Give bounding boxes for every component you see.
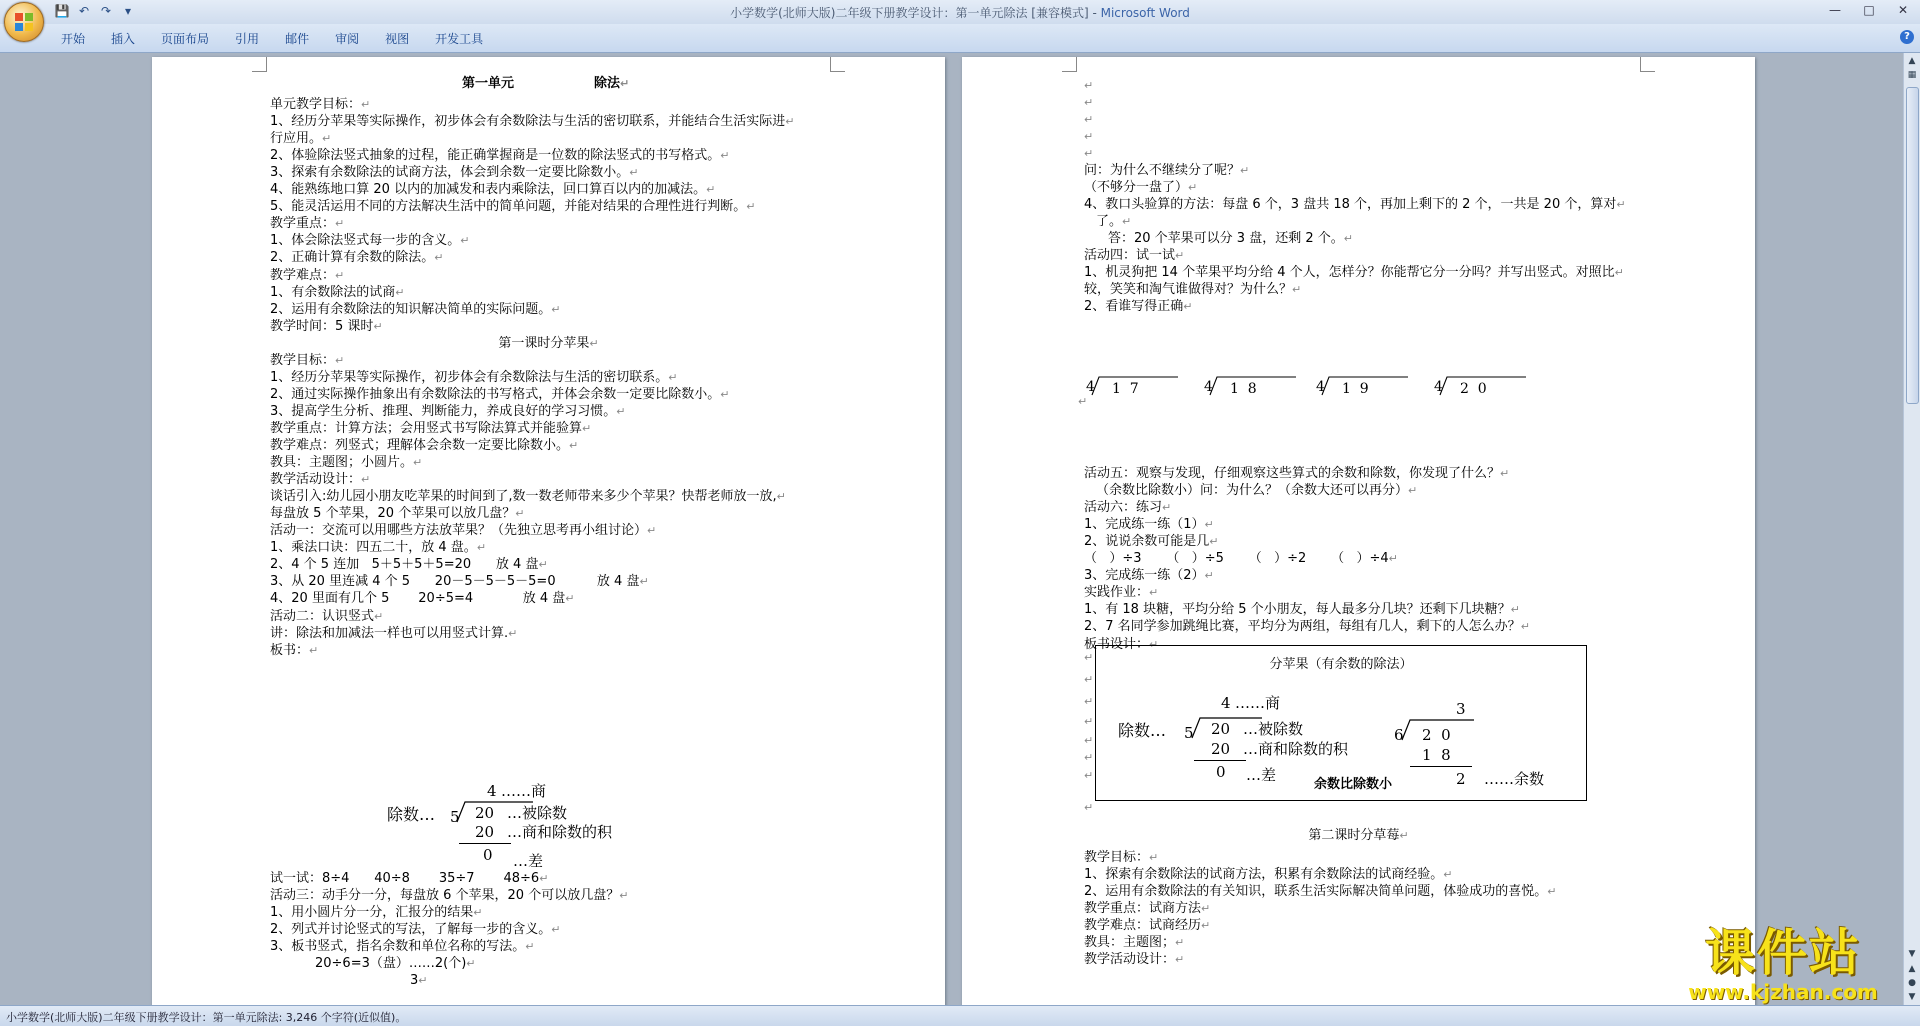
redo-icon[interactable]: ↷ bbox=[100, 4, 112, 18]
text-line: 问：为什么不继续分了呢？↵ bbox=[1084, 163, 1250, 178]
paragraph-mark-icon: ↵ bbox=[1084, 147, 1094, 160]
window-controls bbox=[1818, 0, 1920, 20]
paragraph-mark-icon: ↵ bbox=[1149, 851, 1159, 864]
text-line: 教具：主题图；↵ bbox=[1084, 935, 1185, 951]
text-line: 2、7 名同学参加跳绳比赛，平均分为两组，每组有几人，剩下的人怎么办？↵ bbox=[1084, 619, 1530, 635]
text-line: 谈话引入:幼儿园小朋友吃苹果的时间到了,数一数老师带来多少个苹果？快帮老师放一放,↵ bbox=[270, 489, 786, 505]
board-right-dividend: 2 0 bbox=[1422, 726, 1451, 744]
quiz-division-row bbox=[1078, 375, 1564, 408]
paragraph-mark-icon: ↵ bbox=[1084, 715, 1094, 728]
div-remainder: 0 bbox=[483, 846, 493, 864]
board-rule bbox=[1410, 766, 1472, 767]
paragraph-mark-icon: ↵ bbox=[569, 439, 579, 452]
paragraph-mark-icon: ↵ bbox=[1084, 651, 1094, 664]
title-bar bbox=[0, 0, 1920, 24]
board-right-quotient: 3 bbox=[1456, 700, 1466, 718]
div-product: 20 bbox=[475, 823, 495, 841]
kjzhan-watermark bbox=[1668, 925, 1898, 1005]
text-line: 教学时间：5 课时↵ bbox=[270, 318, 383, 334]
div-remainder-note: …差 bbox=[513, 852, 544, 870]
div-divisor-label: 除数… bbox=[387, 805, 436, 824]
quiz-division bbox=[1084, 375, 1184, 399]
paragraph-mark-icon: ↵ bbox=[1149, 586, 1159, 600]
text-line: 活动六：练习↵ bbox=[1084, 500, 1172, 516]
text-line: 2、正确计算有余数的除法。↵ bbox=[270, 250, 444, 266]
crop-mark bbox=[830, 57, 845, 72]
text-line: 5、能灵活运用不同的方法解决生活中的简单问题，并能对结果的合理性进行判断。↵ bbox=[270, 199, 756, 215]
paragraph-mark-icon: ↵ bbox=[1084, 751, 1094, 764]
paragraph-mark-icon: ↵ bbox=[538, 558, 548, 572]
paragraph-mark-icon: ↵ bbox=[1500, 467, 1510, 480]
paragraph-mark-icon: ↵ bbox=[1084, 673, 1094, 686]
text-line: 2、运用有余数除法的有关知识，联系生活实际解决简单问题，体验成功的喜悦。↵ bbox=[1084, 884, 1557, 900]
text-line: 板书：↵ bbox=[270, 642, 319, 658]
text-line: 1、有 18 块糖，平均分给 5 个小朋友，每人最多分几块？还剩下几块糖？↵ bbox=[1084, 602, 1520, 618]
paragraph-mark-icon: ↵ bbox=[1204, 569, 1214, 583]
lesson2-title: 第二课时分草莓↵ bbox=[1308, 828, 1409, 843]
board-quotient: 4 bbox=[1221, 694, 1231, 712]
paragraph-mark-icon: ↵ bbox=[776, 490, 786, 504]
paragraph-mark-icon: ↵ bbox=[1343, 232, 1353, 246]
prev-page-icon[interactable]: ▲ bbox=[1908, 964, 1916, 974]
text-line: 活动四：试一试↵ bbox=[1084, 248, 1185, 264]
board-right-divisor: 6 bbox=[1394, 726, 1404, 744]
board-quotient-note: ……商 bbox=[1235, 694, 1281, 712]
customize-icon[interactable]: ▾ bbox=[124, 4, 132, 18]
paragraph-mark-icon: ↵ bbox=[335, 217, 345, 231]
quiz-divisor: 4 bbox=[1316, 379, 1325, 395]
tab-insert[interactable]: 插入 bbox=[111, 32, 136, 46]
text-line: 3、板书竖式，指名余数和单位名称的写法。↵ bbox=[270, 939, 535, 955]
paragraph-mark-icon: ↵ bbox=[1188, 181, 1198, 195]
ribbon-tabs bbox=[48, 30, 496, 48]
paragraph-mark-icon: ↵ bbox=[619, 889, 629, 903]
text-line: 1、机灵狗把 14 个苹果平均分给 4 个人，怎样分？你能帮它分一分吗？并写出竖式。对照比↵ bbox=[1084, 265, 1624, 281]
quiz-divisor: 4 bbox=[1434, 379, 1443, 395]
paragraph-mark-icon: ↵ bbox=[1510, 603, 1520, 617]
paragraph-mark-icon: ↵ bbox=[1183, 300, 1193, 314]
text-line: 教学目标：↵ bbox=[270, 352, 345, 368]
paragraph-mark-icon: ↵ bbox=[1084, 695, 1094, 708]
vertical-scrollbar[interactable] bbox=[1903, 53, 1920, 1005]
text-line: 教学重点：试商方法↵ bbox=[1084, 901, 1211, 917]
office-button[interactable] bbox=[4, 2, 44, 42]
text-line: 活动三：动手分一分，每盘放 6 个苹果，20 个可以放几盘？↵ bbox=[270, 888, 629, 904]
paragraph-mark-icon: ↵ bbox=[466, 957, 476, 971]
tab-page-layout[interactable]: 页面布局 bbox=[161, 32, 210, 46]
watermark-url: www.kjzhan.com bbox=[1688, 980, 1878, 1004]
text-line: （余数比除数小）问：为什么？（余数大还可以再分）↵ bbox=[1096, 483, 1418, 499]
status-bar bbox=[0, 1005, 1920, 1026]
next-page-icon[interactable]: ▼ bbox=[1908, 992, 1916, 1002]
paragraph-mark-icon: ↵ bbox=[413, 456, 423, 470]
paragraph-mark-icon: ↵ bbox=[551, 302, 561, 316]
document-page-right[interactable] bbox=[962, 57, 1755, 1005]
browse-object-icon[interactable]: ● bbox=[1908, 978, 1916, 988]
text-line: 1、有余数除法的试商↵ bbox=[270, 284, 405, 300]
window-title: 小学数学(北师大版)二年级下册教学设计：第一单元除法 [兼容模式] - Microsoft Word bbox=[730, 6, 1190, 20]
paragraph-mark-icon: ↵ bbox=[1443, 868, 1453, 882]
paragraph-mark-icon: ↵ bbox=[668, 370, 678, 384]
paragraph-mark-icon: ↵ bbox=[647, 524, 657, 538]
text-line: 教学难点：试商经历↵ bbox=[1084, 918, 1211, 934]
text-line: 1、乘法口诀：四五二十，放 4 盘。↵ bbox=[270, 540, 487, 556]
div-divisor: 5 bbox=[450, 808, 460, 826]
paragraph-mark-icon: ↵ bbox=[322, 132, 332, 146]
paragraph-mark-icon: ↵ bbox=[1122, 215, 1132, 229]
text-line: 活动二：认识竖式↵ bbox=[270, 608, 384, 624]
text-line: 2、列式并讨论竖式的写法，了解每一步的含义。↵ bbox=[270, 922, 561, 938]
close-icon[interactable]: ✕ bbox=[1897, 3, 1909, 17]
crop-mark bbox=[252, 57, 267, 72]
text-line: 1、经历分苹果等实际操作，初步体会有余数除法与生活的密切联系，并能结合生活实际进↵ bbox=[270, 114, 795, 130]
paragraph-mark-icon: ↵ bbox=[746, 200, 756, 214]
board-dividend-note: …被除数 bbox=[1243, 720, 1304, 738]
paragraph-mark-icon: ↵ bbox=[335, 268, 345, 282]
crop-mark bbox=[1640, 57, 1655, 72]
text-line: 教学重点：计算方法；会用竖式书写除法算式并能验算↵ bbox=[270, 420, 592, 436]
paragraph-mark-icon: ↵ bbox=[565, 592, 575, 606]
text-line: 每盘放 5 个苹果，20 个苹果可以放几盘？↵ bbox=[270, 506, 525, 522]
text-line: 2、运用有余数除法的知识解决简单的实际问题。↵ bbox=[270, 301, 561, 317]
paragraph-mark-icon: ↵ bbox=[1084, 79, 1094, 92]
paragraph-mark-icon: ↵ bbox=[1614, 266, 1624, 280]
undo-icon[interactable]: ↶ bbox=[78, 4, 90, 18]
watermark-main: 课件站 bbox=[1705, 924, 1861, 982]
quiz-division bbox=[1202, 375, 1302, 399]
paragraph-mark-icon: ↵ bbox=[706, 183, 716, 197]
paragraph-mark-icon: ↵ bbox=[1408, 484, 1418, 498]
text-line: 1、经历分苹果等实际操作，初步体会有余数除法与生活的密切联系。↵ bbox=[270, 369, 678, 385]
div-quotient: 4 bbox=[487, 782, 497, 800]
text-line: 讲：除法和加减法一样也可以用竖式计算.↵ bbox=[270, 625, 518, 641]
quiz-dividend: 1 9 bbox=[1342, 381, 1369, 397]
paragraph-mark-icon: ↵ bbox=[539, 872, 549, 885]
document-title: 小学数学(北师大版)二年级下册教学设计：第一单元除法 [兼容模式] bbox=[730, 6, 1089, 20]
paragraph-mark-icon: ↵ bbox=[720, 149, 730, 163]
text-line: 教学活动设计：↵ bbox=[270, 472, 371, 488]
board-dividend: 20 bbox=[1211, 720, 1231, 738]
app-name: Microsoft Word bbox=[1100, 6, 1190, 20]
paragraph-mark-icon: ↵ bbox=[1520, 620, 1530, 634]
tab-review[interactable]: 审阅 bbox=[335, 32, 360, 46]
quiz-dividend: 1 7 bbox=[1112, 381, 1139, 397]
text-line: 教学难点：↵ bbox=[270, 267, 345, 283]
paragraph-mark-icon: ↵ bbox=[373, 319, 383, 333]
text-line: 活动一：交流可以用哪些方法放苹果？（先独立思考再小组讨论）↵ bbox=[270, 523, 657, 539]
text-line: 3、提高学生分析、推理、判断能力，养成良好的学习习惯。↵ bbox=[270, 403, 626, 419]
paragraph-mark-icon: ↵ bbox=[1175, 249, 1185, 263]
office-logo-icon bbox=[14, 12, 34, 32]
quiz-dividend: 1 8 bbox=[1230, 381, 1257, 397]
paragraph-mark-icon: ↵ bbox=[639, 575, 649, 589]
paragraph-mark-icon: ↵ bbox=[551, 923, 561, 937]
paragraph-mark-icon: ↵ bbox=[508, 626, 518, 640]
ruler-toggle-icon[interactable]: ▦ bbox=[1907, 70, 1917, 80]
text-line: 4、教口头验算的方法：每盘 6 个，3 盘共 18 个，再加上剩下的 2 个，一共是 20 个，算对↵ bbox=[1084, 197, 1626, 213]
paragraph-mark-icon: ↵ bbox=[525, 940, 535, 954]
scroll-thumb[interactable] bbox=[1906, 87, 1919, 404]
div-dividend-note: …被除数 bbox=[507, 804, 568, 822]
paragraph-mark-icon: ↵ bbox=[720, 387, 730, 401]
text-line: 2、4 个 5 连加 5＋5＋5＋5=20 放 4 盘↵ bbox=[270, 557, 548, 573]
board-right-remainder-note: ……余数 bbox=[1484, 770, 1545, 788]
text-line: 板书设计：↵ bbox=[1084, 636, 1159, 652]
text-line: 单元教学目标：↵ bbox=[270, 97, 371, 112]
paragraph-mark-icon: ↵ bbox=[1084, 734, 1094, 747]
help-icon[interactable]: ? bbox=[1900, 30, 1914, 44]
paragraph-mark-icon: ↵ bbox=[1084, 769, 1094, 782]
paragraph-mark-icon: ↵ bbox=[1201, 902, 1211, 916]
board-divisor-label: 除数… bbox=[1118, 721, 1167, 740]
lesson2-title-text: 第二课时分草莓 bbox=[1308, 828, 1400, 843]
tab-home[interactable]: 开始 bbox=[61, 32, 86, 46]
board-divisor: 5 bbox=[1184, 724, 1194, 742]
text-line: 较，笑笑和淘气谁做得对？为什么？↵ bbox=[1084, 282, 1302, 298]
text-line: 活动五：观察与发现，仔细观察这些算式的余数和除数，你发现了什么？↵ bbox=[1084, 466, 1510, 481]
div-quotient-note: ……商 bbox=[501, 782, 547, 800]
board-rule bbox=[1194, 760, 1246, 761]
board-design-box bbox=[1095, 645, 1587, 801]
div-product-note: …商和除数的积 bbox=[507, 823, 613, 841]
paragraph-mark-icon: ↵ bbox=[418, 974, 428, 988]
scroll-down-icon[interactable]: ▼ bbox=[1908, 949, 1916, 959]
board-title: 分苹果（有余数的除法） bbox=[1269, 657, 1413, 672]
paragraph-mark-icon: ↵ bbox=[616, 404, 626, 418]
text-line: 答：20 个苹果可以分 3 盘，还剩 2 个。↵ bbox=[1108, 231, 1353, 247]
paragraph-mark-icon: ↵ bbox=[1149, 637, 1159, 651]
tab-developer[interactable]: 开发工具 bbox=[435, 32, 484, 46]
text-line: 2、通过实际操作抽象出有余数除法的书写格式，并体会余数一定要比除数小。↵ bbox=[270, 386, 730, 402]
board-remainder: 0 bbox=[1216, 763, 1226, 781]
paragraph-mark-icon: ↵ bbox=[1162, 501, 1172, 515]
paragraph-mark-icon: ↵ bbox=[434, 251, 444, 265]
paragraph-mark-icon: ↵ bbox=[460, 234, 470, 248]
board-product-note: …商和除数的积 bbox=[1243, 740, 1349, 758]
text-line: 了。↵ bbox=[1096, 214, 1132, 230]
paragraph-mark-icon: ↵ bbox=[1084, 801, 1094, 814]
paragraph-mark-icon: ↵ bbox=[476, 541, 487, 555]
text-line: 3↵ bbox=[410, 973, 428, 989]
unit-title: 第一单元 除法↵ bbox=[462, 76, 630, 91]
save-icon[interactable]: 💾 bbox=[54, 4, 70, 18]
text-line: 实践作业：↵ bbox=[1084, 585, 1159, 601]
text-line: 3、探索有余数除法的试商方法，体会到余数一定要比除数小。↵ bbox=[270, 165, 639, 181]
board-right-product: 1 8 bbox=[1422, 746, 1451, 764]
minimize-icon[interactable]: — bbox=[1829, 3, 1841, 17]
text-line: 2、看谁写得正确↵ bbox=[1084, 299, 1193, 315]
paragraph-mark-icon: ↵ bbox=[1388, 552, 1398, 566]
text-line: 1、探索有余数除法的试商方法，积累有余数除法的试商经验。↵ bbox=[1084, 867, 1453, 883]
div-rule bbox=[459, 843, 511, 844]
board-remainder-note: …差 bbox=[1246, 766, 1277, 784]
text-line: 行应用。↵ bbox=[270, 131, 332, 147]
quiz-division bbox=[1432, 375, 1532, 399]
paragraph-mark-icon: ↵ bbox=[335, 353, 345, 367]
document-workspace bbox=[0, 53, 1904, 1005]
paragraph-mark-icon: ↵ bbox=[395, 285, 405, 299]
document-page-left[interactable] bbox=[152, 57, 945, 1005]
paragraph-mark-icon: ↵ bbox=[1547, 885, 1557, 899]
text-line: 试一试：8÷4 40÷8 35÷7 48÷6↵ bbox=[270, 871, 549, 886]
quiz-divisor: 4 bbox=[1086, 379, 1095, 395]
text-line: （ ）÷3 （ ）÷5 （ ）÷2 （ ）÷4↵ bbox=[1084, 551, 1398, 567]
text-line: 2、体验除法竖式抽象的过程，能正确掌握商是一位数的除法竖式的书写格式。↵ bbox=[270, 148, 730, 164]
paragraph-mark-icon: ↵ bbox=[1240, 164, 1250, 177]
text-line: 1、完成练一练（1）↵ bbox=[1084, 517, 1214, 533]
tab-references[interactable]: 引用 bbox=[235, 32, 260, 46]
text-line: 1、体会除法竖式每一步的含义。↵ bbox=[270, 233, 470, 249]
paragraph-mark-icon: ↵ bbox=[589, 336, 599, 350]
paragraph-mark-icon: ↵ bbox=[473, 906, 483, 920]
text-line: 教学重点：↵ bbox=[270, 216, 345, 232]
text-line: 第一课时分苹果↵ bbox=[498, 335, 599, 351]
quiz-divisor: 4 bbox=[1204, 379, 1213, 395]
paragraph-mark-icon: ↵ bbox=[1175, 953, 1185, 967]
paragraph-mark-icon: ↵ bbox=[582, 421, 592, 435]
paragraph-mark-icon: ↵ bbox=[1616, 198, 1626, 212]
tab-mailings[interactable]: 邮件 bbox=[285, 32, 310, 46]
paragraph-mark-icon: ↵ bbox=[361, 98, 371, 111]
text-line: 1、用小圆片分一分，汇报分的结果↵ bbox=[270, 905, 483, 921]
paragraph-mark-icon: ↵ bbox=[515, 507, 525, 521]
division-diagram-left bbox=[387, 782, 647, 872]
board-caption: 余数比除数小 bbox=[1314, 777, 1393, 792]
paragraph-mark-icon: ↵ bbox=[1078, 395, 1088, 408]
text-line: 20÷6=3（盘）……2(个)↵ bbox=[315, 956, 476, 972]
paragraph-mark-icon: ↵ bbox=[361, 473, 371, 487]
board-product: 20 bbox=[1211, 740, 1231, 758]
paragraph-mark-icon: ↵ bbox=[1204, 518, 1214, 532]
text-line: 3、从 20 里连减 4 个 5 20－5－5－5－5=0 放 4 盘↵ bbox=[270, 574, 649, 590]
maximize-icon[interactable]: □ bbox=[1863, 3, 1875, 17]
paragraph-mark-icon: ↵ bbox=[1084, 96, 1094, 109]
unit-title-part: 除法 bbox=[594, 76, 621, 91]
text-line: 教学目标：↵ bbox=[1084, 850, 1159, 865]
text-line: 教具：主题图；小圆片。↵ bbox=[270, 455, 423, 471]
paragraph-mark-icon: ↵ bbox=[785, 115, 795, 129]
board-right-remainder: 2 bbox=[1456, 770, 1466, 788]
scroll-up-icon[interactable]: ▲ bbox=[1908, 56, 1916, 66]
paragraph-mark-icon: ↵ bbox=[1209, 535, 1219, 549]
paragraph-mark-icon: ↵ bbox=[629, 166, 639, 180]
unit-title-part: 第一单元 bbox=[462, 76, 515, 91]
text-line: 4、能熟练地口算 20 以内的加减发和表内乘除法，回口算百以内的加减法。↵ bbox=[270, 182, 716, 198]
crop-mark bbox=[1062, 57, 1077, 72]
paragraph-mark-icon: ↵ bbox=[1084, 130, 1094, 143]
tab-view[interactable]: 视图 bbox=[385, 32, 410, 46]
text-line: 3、完成练一练（2）↵ bbox=[1084, 568, 1214, 584]
text-line: 4、20 里面有几个 5 20÷5=4 放 4 盘↵ bbox=[270, 591, 575, 607]
paragraph-mark-icon: ↵ bbox=[309, 643, 319, 657]
text-line: 教学难点：列竖式；理解体会余数一定要比除数小。↵ bbox=[270, 438, 579, 453]
paragraph-mark-icon: ↵ bbox=[1292, 283, 1302, 297]
div-dividend: 20 bbox=[475, 804, 495, 822]
paragraph-mark-icon: ↵ bbox=[1201, 919, 1211, 933]
quiz-dividend: 2 0 bbox=[1460, 381, 1487, 397]
ribbon bbox=[0, 24, 1920, 53]
quiz-division bbox=[1314, 375, 1414, 399]
text-line: 2、说说余数可能是几↵ bbox=[1084, 534, 1219, 550]
paragraph-mark-icon: ↵ bbox=[1175, 936, 1185, 950]
text-line: （不够分一盘了）↵ bbox=[1084, 180, 1198, 196]
paragraph-mark-icon: ↵ bbox=[374, 609, 384, 623]
status-word-count[interactable]: 小学数学(北师大版)二年级下册教学设计：第一单元除法: 3,246 个字符(近似值)。 bbox=[6, 1011, 407, 1024]
text-line: 教学活动设计：↵ bbox=[1084, 952, 1185, 968]
paragraph-mark-icon: ↵ bbox=[1084, 113, 1094, 126]
